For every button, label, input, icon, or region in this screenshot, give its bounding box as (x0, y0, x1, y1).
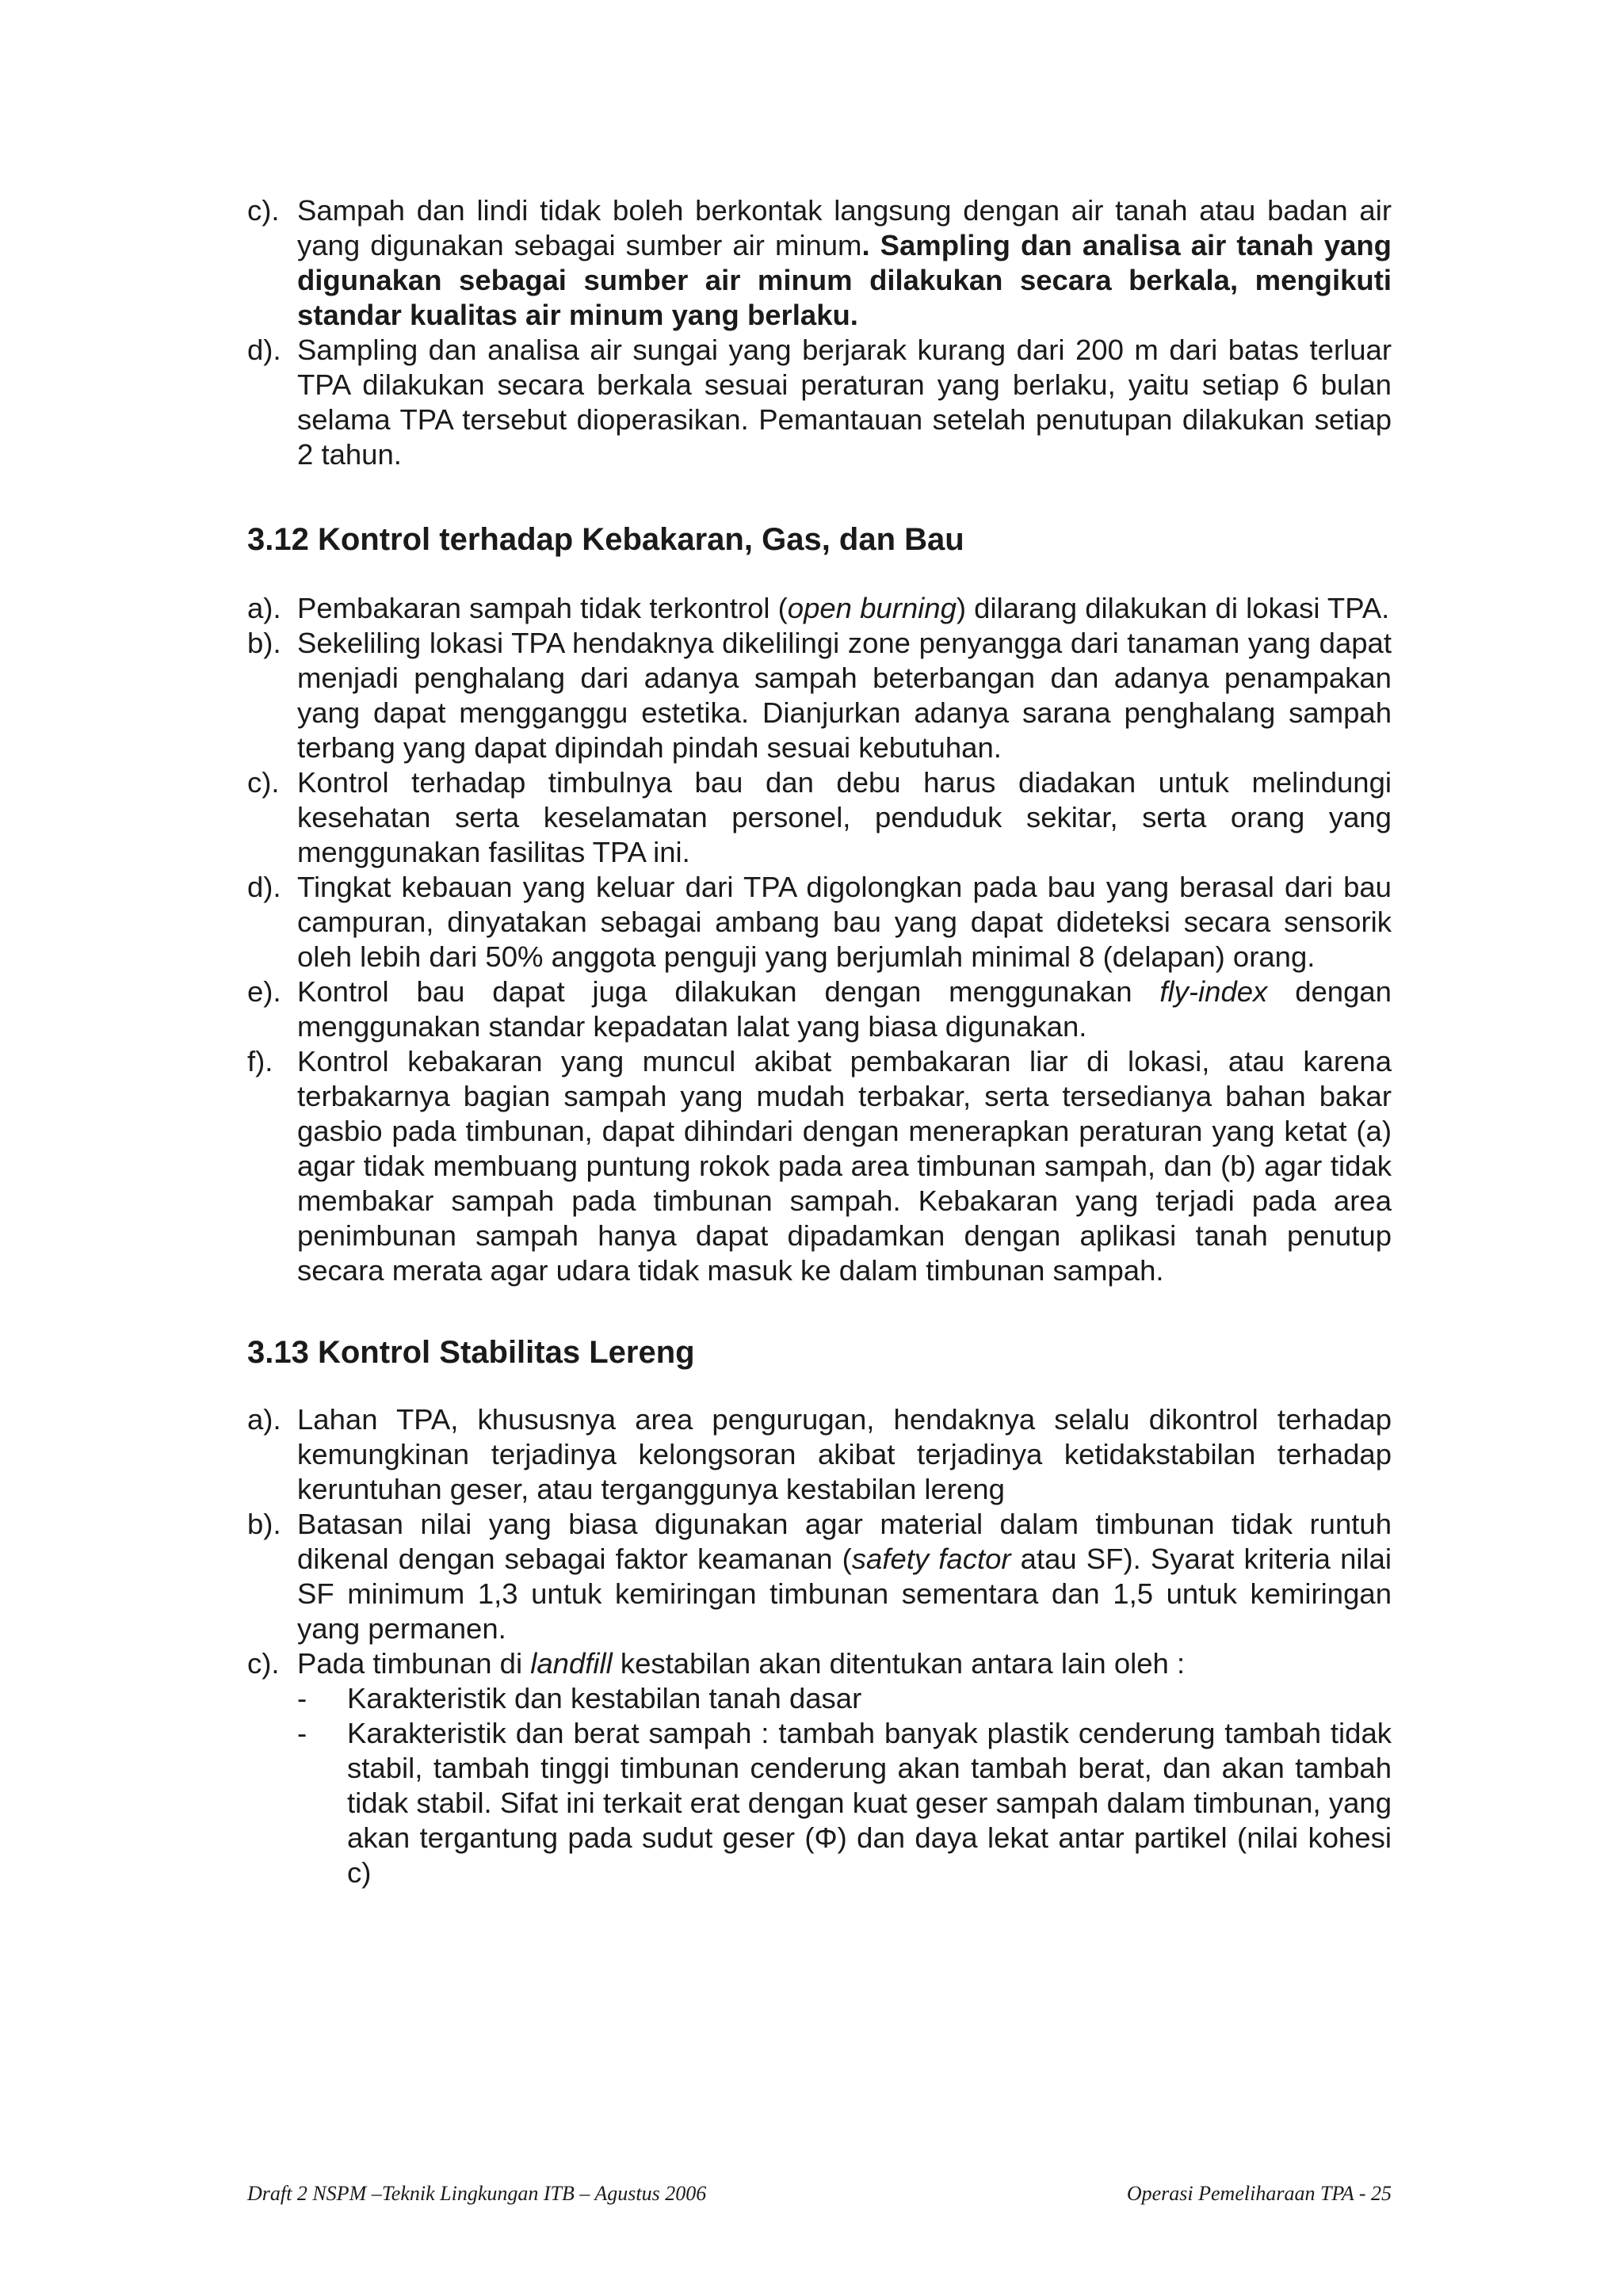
list-item (247, 591, 1392, 626)
list-text (297, 193, 1392, 333)
list-text-emphasis: fly-index (1159, 975, 1268, 1008)
footer-right: Operasi Pemeliharaan TPA - 25 (1126, 2182, 1392, 2205)
footer-left: Draft 2 NSPM –Teknik Lingkungan ITB – Agustus 2006 (247, 2182, 707, 2205)
list-item (247, 870, 1392, 974)
list-item (247, 1044, 1392, 1288)
list-text: Sekeliling lokasi TPA hendaknya dikelilingi zone penyangga dari tanaman yang dapat menjadi penghalang dari adanya sampah beterbangan dan adanya penampakan yang dapat mengganggu estetika. Dianjurkan adanya sarana penghalang sampah terbang yang dapat dipindah pindah sesuai kebutuhan. (297, 627, 1392, 764)
list-text-part: Kontrol bau dapat juga dilakukan dengan menggunakan (297, 975, 1160, 1008)
list-text: Tingkat kebauan yang keluar dari TPA digolongkan pada bau yang berasal dari bau campuran, dinyatakan sebagai ambang bau yang dapat dideteksi secara sensorik oleh lebih dari 50% anggota penguji yang berjumlah minimal 8 (delapan) orang. (297, 871, 1392, 973)
list-label: c). (247, 194, 280, 227)
list-text: Sampling dan analisa air sungai yang berjarak kurang dari 200 m dari batas terluar TPA dilakukan secara berkala sesuai peraturan yang berlaku, yaitu setiap 6 bulan selama TPA tersebut dioperasikan. Pemantauan setelah penutupan dilakukan setiap 2 tahun. (297, 334, 1392, 471)
list-text (297, 974, 1392, 1044)
list-text: Lahan TPA, khususnya area pengurugan, hendaknya selalu dikontrol terhadap kemungkinan terjadinya kelongsoran akibat terjadinya ketidakstabilan terhadap keruntuhan geser, atau terganggunya kestabilan lereng (297, 1403, 1392, 1505)
list-text-part: . Sampling dan analisa air tanah yang digunakan sebagai sumber air minum dilakukan secara berkala, mengikuti standar kualitas air minum yang berlaku. (297, 229, 1392, 331)
list-item (247, 765, 1392, 870)
list-text-emphasis: landfill (530, 1647, 613, 1680)
list-item (247, 333, 1392, 472)
list-label: e). (247, 975, 281, 1008)
section-heading-3-13: 3.13 Kontrol Stabilitas Lereng (247, 1335, 695, 1370)
sub-list-text: Karakteristik dan kestabilan tanah dasar (347, 1682, 862, 1714)
sub-list-text: Karakteristik dan berat sampah : tambah banyak plastik cenderung tambah tidak stabil, tambah tinggi timbunan cenderung akan tambah berat, dan akan tambah tidak stabil. Sifat ini terkait erat dengan kuat geser sampah dalam timbunan, yang akan tergantung pada sudut geser (Φ) dan daya lekat antar partikel (nilai kohesi c) (347, 1717, 1392, 1889)
list-text-line (297, 1646, 1392, 1681)
list-item (247, 1402, 1392, 1507)
list-item (247, 1646, 1392, 1890)
list-text (297, 1646, 1392, 1890)
list-item (247, 193, 1392, 333)
list-label: c). (247, 1647, 280, 1680)
list-text-emphasis: open burning (787, 592, 957, 624)
list-item (247, 1507, 1392, 1646)
list-text-emphasis: safety factor (851, 1543, 1011, 1575)
list-text-part: atau SF). Syarat kriteria nilai SF minimum 1,3 untuk kemiringan timbunan sementara dan 1,5 untuk kemiringan yang permanen. (297, 1543, 1392, 1645)
list-label: a). (247, 592, 281, 624)
list-label: d). (247, 334, 281, 366)
sub-list-item (297, 1681, 1392, 1716)
list-label: d). (247, 871, 281, 903)
page-content (247, 193, 1392, 1890)
sub-list-dash: - (297, 1682, 307, 1714)
list-text-part: Sampah dan lindi tidak boleh berkontak langsung dengan air tanah atau badan air yang digunakan sebagai sumber air minum (297, 194, 1392, 261)
sub-list-item (297, 1716, 1392, 1890)
list-text-part: ) dilarang dilakukan di lokasi TPA. (956, 592, 1390, 624)
list-label: b). (247, 627, 281, 659)
list-text: Kontrol kebakaran yang muncul akibat pembakaran liar di lokasi, atau karena terbakarnya bagian sampah yang mudah terbakar, serta tersedianya bahan bakar gasbio pada timbunan, dapat dihindari dengan menerapkan peraturan yang ketat (a) agar tidak membuang puntung rokok pada area timbunan sampah, dan (b) agar tidak membakar sampah pada timbunan sampah. Kebakaran yang terjadi pada area penimbunan sampah hanya dapat dipadamkan dengan aplikasi tanah penutup secara merata agar udara tidak masuk ke dalam timbunan sampah. (297, 1045, 1392, 1287)
list-text-part: dengan menggunakan standar kepadatan lalat yang biasa digunakan. (297, 975, 1392, 1043)
list-label: f). (247, 1045, 273, 1077)
list-item (247, 626, 1392, 765)
list-text-part: Pada timbunan di (297, 1647, 531, 1680)
list-text-part: kestabilan akan ditentukan antara lain oleh : (612, 1647, 1186, 1680)
list-label: b). (247, 1508, 281, 1540)
list-text-part: Batasan nilai yang biasa digunakan agar material dalam timbunan tidak runtuh dikenal dengan sebagai faktor keamanan ( (297, 1508, 1392, 1575)
list-text-part: Pembakaran sampah tidak terkontrol ( (297, 592, 788, 624)
sub-list-dash: - (297, 1717, 307, 1749)
list-text: Kontrol terhadap timbulnya bau dan debu harus diadakan untuk melindungi kesehatan serta keselamatan personel, penduduk sekitar, serta orang yang menggunakan fasilitas TPA ini. (297, 766, 1392, 868)
list-label: c). (247, 766, 280, 799)
list-item (247, 974, 1392, 1044)
list-label: a). (247, 1403, 281, 1436)
list-text (297, 591, 1392, 626)
list-text (297, 1507, 1392, 1646)
section-heading-3-12: 3.12 Kontrol terhadap Kebakaran, Gas, dan Bau (247, 522, 964, 557)
